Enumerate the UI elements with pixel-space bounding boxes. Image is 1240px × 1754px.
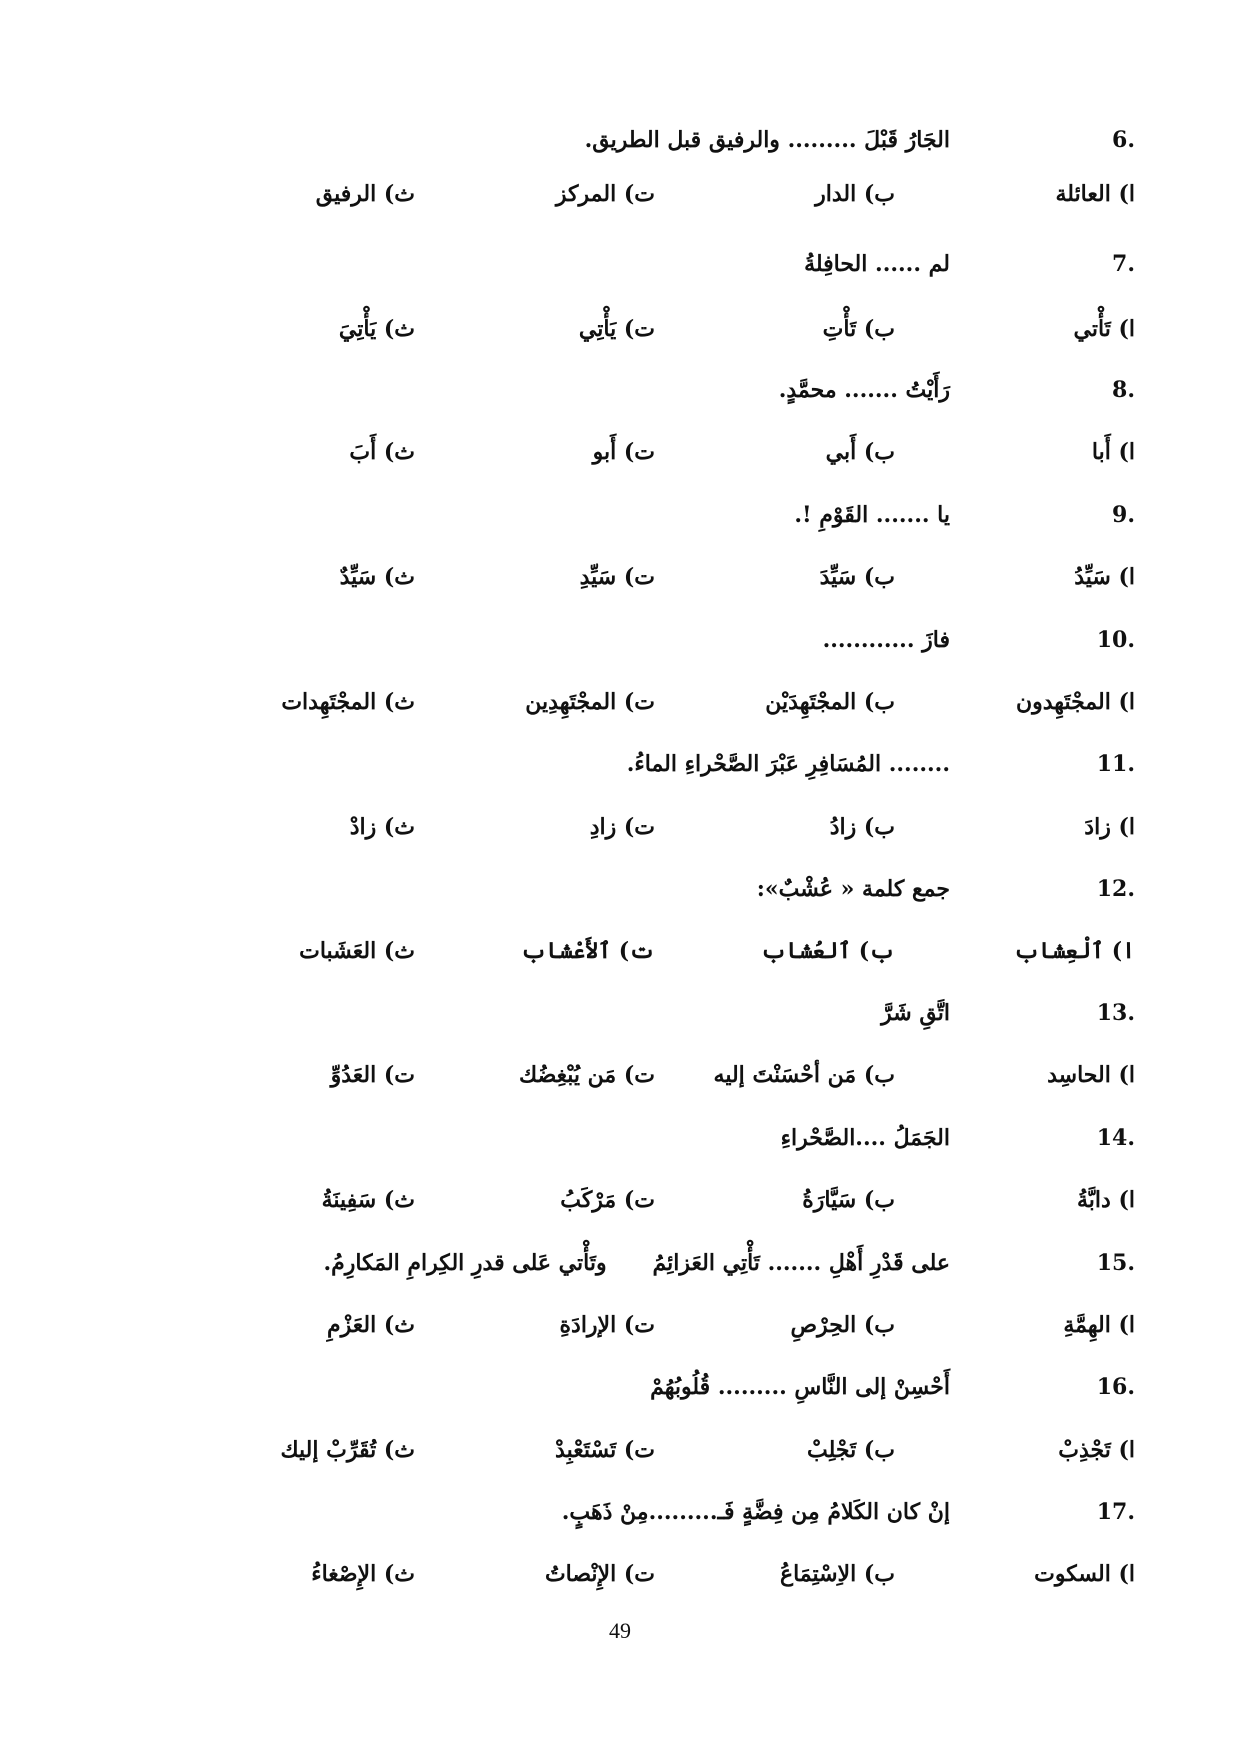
question-9 — [105, 502, 1135, 550]
option-a: ا) سَيِّدُ — [1074, 564, 1135, 590]
page-number: 49 — [609, 1618, 631, 1643]
option-c: ت) تَسْتَعْبِدْ — [555, 1437, 655, 1463]
question-number: 13. — [1096, 1000, 1135, 1026]
option-a: ا) الحاسِد — [1047, 1062, 1135, 1088]
question-text: يا ....... القَوْمِ !. — [794, 502, 950, 528]
question-text: اتَّقِ شَرَّ — [881, 1000, 950, 1026]
option-b: ب) تَجْلِبْ — [807, 1437, 895, 1463]
option-d: ث) زادْ — [349, 814, 415, 840]
option-a: ا) أَبا — [1091, 439, 1135, 465]
question-text: على قَدْرِ أَهْلِ ....... تَأْتِي العَزائِمُ وتَأْتي عَلى قدرِ الكِرامِ المَكارِمُ. — [323, 1250, 950, 1276]
option-b: ب) الاِسْتِمَاعُ — [779, 1561, 895, 1587]
question-14 — [105, 1125, 1135, 1173]
option-b: ب) زادُ — [829, 814, 895, 840]
option-d: ت) العَدُوِّ — [330, 1062, 415, 1088]
option-d: ث) العَشَبات — [299, 938, 415, 964]
question-number: 16. — [1096, 1374, 1135, 1400]
option-b: ب) ٱلعُشاب — [760, 938, 895, 964]
option-c: ت) مَرْكَبُ — [560, 1187, 655, 1213]
question-text: أَحْسِنْ إلى النَّاسِ ......... قُلُوبُهُمْ — [650, 1374, 950, 1400]
question-number: 11. — [1096, 751, 1135, 777]
question-16 — [105, 1374, 1135, 1422]
option-a: ا) زادَ — [1084, 814, 1135, 840]
option-d: ث) يَأْتِيَ — [338, 316, 415, 342]
option-a: ا) دابَّةُ — [1076, 1187, 1135, 1213]
question-text: رَأَيْتُ ....... محمَّدٍ. — [778, 377, 950, 403]
options-17 — [105, 1561, 1135, 1609]
question-number: 17. — [1096, 1499, 1135, 1525]
question-8 — [105, 377, 1135, 425]
option-b: ب) تَأْتِ — [822, 316, 895, 342]
option-a: ا) الهِمَّةِ — [1063, 1312, 1135, 1338]
option-d: ث) أَبَ — [349, 439, 415, 465]
option-b: ب) أَبي — [825, 439, 895, 465]
question-text: الجَمَلُ ....الصَّحْراءِ — [780, 1125, 950, 1151]
option-c: ت) المجْتَهِدِين — [525, 689, 655, 715]
option-d: ث) العَزْمِ — [327, 1312, 415, 1338]
question-text: فازَ ............ — [822, 627, 950, 653]
options-12 — [105, 938, 1135, 986]
option-d: ث) الرفيق — [315, 181, 415, 207]
option-c: ت) زادِ — [589, 814, 655, 840]
option-c: ت) يَأْتِي — [578, 316, 655, 342]
question-number: 10. — [1096, 627, 1135, 653]
question-number: 15. — [1096, 1250, 1135, 1276]
option-d: ث) سَفِينَةُ — [321, 1187, 415, 1213]
options-15 — [105, 1312, 1135, 1360]
question-10 — [105, 627, 1135, 675]
option-c: ت) الإِنْصاتُ — [544, 1561, 655, 1587]
question-13 — [105, 1000, 1135, 1048]
option-d: ث) المجْتَهِدات — [281, 689, 415, 715]
option-c: ت) الإرادَةِ — [559, 1312, 655, 1338]
option-b: ب) مَن أحْسَنْتَ إليه — [713, 1062, 895, 1088]
question-text: الجَارُ قَبْلَ ......... والرفيق قبل الطريق. — [584, 127, 950, 153]
option-c: ت) سَيِّدِ — [579, 564, 655, 590]
option-b: ب) الحِرْصِ — [790, 1312, 895, 1338]
question-12 — [105, 876, 1135, 924]
question-number: 9. — [1112, 502, 1135, 528]
option-b: ب) المجْتَهِدَيْن — [765, 689, 895, 715]
question-6 — [105, 127, 1135, 175]
options-16 — [105, 1437, 1135, 1485]
question-text: لم ...... الحافِلةُ — [804, 251, 950, 277]
option-a: ا) السكوت — [1034, 1561, 1135, 1587]
options-7 — [105, 316, 1135, 364]
option-c: ت) المركز — [555, 181, 655, 207]
options-9 — [105, 564, 1135, 612]
question-number: 8. — [1112, 377, 1135, 403]
option-a: ا) تَأْتي — [1073, 316, 1135, 342]
question-text: جمع كلمة « عُشْبٌ»: — [756, 876, 950, 902]
question-11 — [105, 751, 1135, 799]
question-7 — [105, 251, 1135, 299]
option-a: ا) العائلة — [1055, 181, 1135, 207]
option-b: ب) سَيِّدَ — [819, 564, 895, 590]
option-b: ب) الدار — [815, 181, 895, 207]
question-number: 7. — [1112, 251, 1135, 277]
question-text: ........ المُسَافِرِ عَبْرَ الصَّحْراءِ الماءُ. — [626, 751, 950, 777]
question-15 — [105, 1250, 1135, 1298]
option-c: ت) مَن يُبْغِضُك — [519, 1062, 655, 1088]
options-14 — [105, 1187, 1135, 1235]
question-number: 6. — [1112, 127, 1135, 153]
option-a: ا) ٱلْعِشاب — [1013, 938, 1135, 964]
option-b: ب) سَيَّارَةُ — [802, 1187, 895, 1213]
option-d: ث) الإِصْغاءُ — [311, 1561, 415, 1587]
option-d: ث) سَيِّدٌ — [339, 564, 415, 590]
option-c: ت) ٱلأَعْشاب — [520, 938, 655, 964]
option-a: ا) المجْتَهِدون — [1015, 689, 1135, 715]
question-number: 14. — [1096, 1125, 1135, 1151]
options-11 — [105, 814, 1135, 862]
question-text: إنْ كان الكَلامُ مِن فِضَّةٍ فَـ.........مِنْ ذَهَبٍ. — [561, 1499, 950, 1525]
options-8 — [105, 439, 1135, 487]
option-c: ت) أَبو — [592, 439, 655, 465]
question-number: 12. — [1096, 876, 1135, 902]
question-17 — [105, 1499, 1135, 1547]
option-a: ا) تَجْذِبْ — [1058, 1437, 1135, 1463]
options-13 — [105, 1062, 1135, 1110]
options-10 — [105, 689, 1135, 737]
options-6 — [105, 181, 1135, 229]
option-d: ث) تُقَرِّبْ إليك — [280, 1437, 415, 1463]
